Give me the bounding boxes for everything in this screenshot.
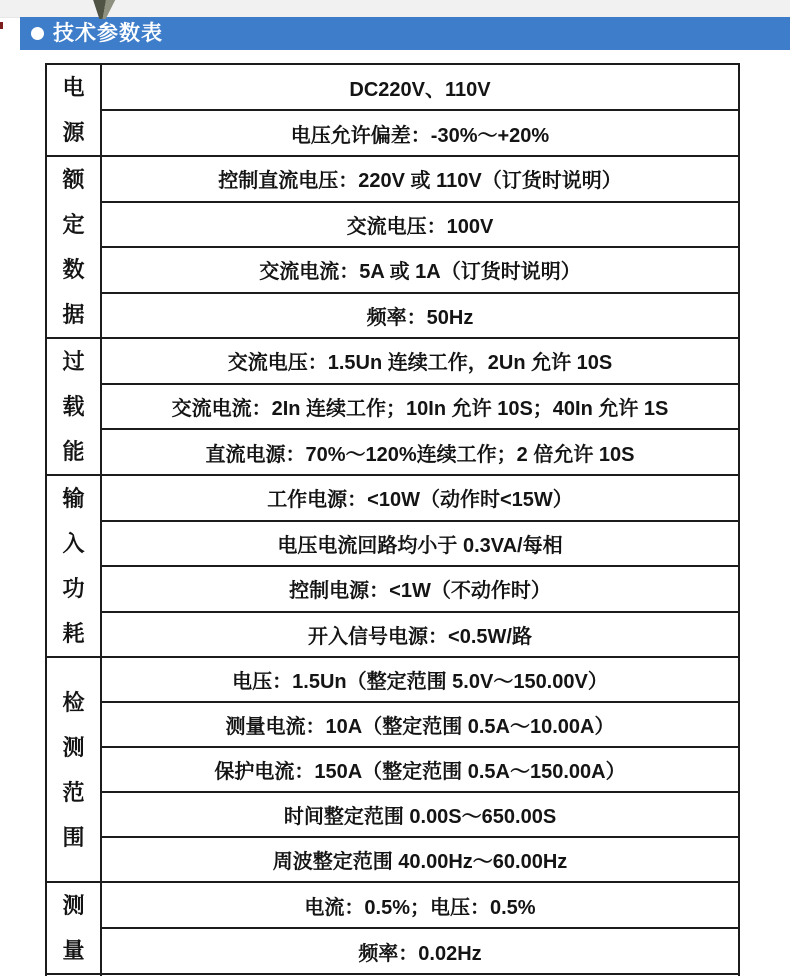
group-label-vertical [47, 157, 100, 337]
table-row [46, 156, 739, 202]
group-label-char: 定 [62, 212, 85, 237]
table-row [46, 837, 739, 882]
spec-value-cell: 时间整定范围 0.00S～650.00S [101, 792, 739, 837]
group-label-char: 输 [62, 486, 85, 511]
spec-value-cell: 频率：0.02Hz [101, 928, 739, 974]
group-label-vertical [47, 476, 100, 656]
table-row [46, 521, 739, 567]
group-label-char: 围 [62, 824, 85, 850]
table-row [46, 110, 739, 156]
group-label-char: 额 [62, 167, 85, 192]
table-row [46, 566, 739, 612]
spec-value-cell: 交流电压：1.5Un 连续工作，2Un 允许 10S [101, 338, 739, 384]
page-title: 技术参数表 [53, 22, 163, 45]
table-row [46, 338, 739, 384]
spec-value-cell: 保护电流：150A（整定范围 0.5A～150.00A） [101, 747, 739, 792]
group-label-char: 据 [62, 302, 85, 327]
spec-value-cell: 电压允许偏差：-30%～+20% [101, 110, 739, 156]
table-row [46, 247, 739, 293]
group-label-char: 电 [62, 75, 85, 100]
group-label-vertical [47, 680, 100, 860]
group-label-char: 耗 [62, 621, 85, 646]
table-row [46, 747, 739, 792]
table-row [46, 475, 739, 521]
group-label-char: 功 [62, 576, 85, 601]
table-row [46, 702, 739, 747]
table-row [46, 202, 739, 248]
table-row [46, 657, 739, 702]
group-label-vertical [47, 339, 100, 474]
spec-group-header [46, 882, 101, 974]
spec-value-cell: 控制电源：<1W（不动作时） [101, 566, 739, 612]
group-label-char: 数 [62, 257, 85, 282]
spec-group-header [46, 156, 101, 338]
group-label-vertical [47, 65, 100, 155]
spec-value-cell: 交流电压：100V [101, 202, 739, 248]
group-label-char: 量 [62, 938, 85, 964]
group-label-char: 能 [62, 439, 85, 464]
spec-group-header [46, 338, 101, 475]
spec-group-header [46, 475, 101, 657]
table-row [46, 792, 739, 837]
table-row [46, 64, 739, 110]
group-label-char: 源 [62, 120, 85, 145]
red-edge-artifact [0, 22, 3, 29]
spec-group-header [46, 657, 101, 882]
top-strip [0, 0, 790, 18]
spec-value-cell: 交流电流：5A 或 1A（订货时说明） [101, 247, 739, 293]
group-label-char: 检 [62, 689, 85, 715]
spec-value-cell: 交流电流：2In 连续工作；10In 允许 10S；40In 允许 1S [101, 384, 739, 430]
spec-table [45, 63, 740, 976]
spec-value-cell: 工作电源：<10W（动作时<15W） [101, 475, 739, 521]
spec-value-cell: 电压电流回路均小于 0.3VA/每相 [101, 521, 739, 567]
spec-value-cell: 测量电流：10A（整定范围 0.5A～10.00A） [101, 702, 739, 747]
table-row [46, 612, 739, 658]
group-label-vertical [47, 883, 100, 973]
table-row [46, 429, 739, 475]
group-label-char: 测 [62, 893, 85, 919]
spec-value-cell: 电压：1.5Un（整定范围 5.0V～150.00V） [101, 657, 739, 702]
spec-value-cell: 电流：0.5%；电压：0.5% [101, 882, 739, 928]
group-label-char: 范 [62, 779, 85, 805]
spec-value-cell: 开入信号电源：<0.5W/路 [101, 612, 739, 658]
spec-value-cell: 周波整定范围 40.00Hz～60.00Hz [101, 837, 739, 882]
circle-bullet-icon [31, 27, 44, 40]
group-label-char: 过 [62, 349, 85, 374]
table-row [46, 293, 739, 339]
spec-value-cell: DC220V、110V [101, 64, 739, 110]
table-row [46, 882, 739, 928]
group-label-char: 入 [62, 531, 85, 556]
group-label-char: 测 [62, 734, 85, 760]
spec-value-cell: 直流电源：70%～120%连续工作；2 倍允许 10S [101, 429, 739, 475]
table-row [46, 384, 739, 430]
spec-value-cell: 频率：50Hz [101, 293, 739, 339]
spec-group-header [46, 64, 101, 156]
table-row [46, 928, 739, 974]
spec-value-cell: 控制直流电压：220V 或 110V（订货时说明） [101, 156, 739, 202]
section-title-bar [20, 17, 790, 50]
group-label-char: 载 [62, 394, 85, 419]
